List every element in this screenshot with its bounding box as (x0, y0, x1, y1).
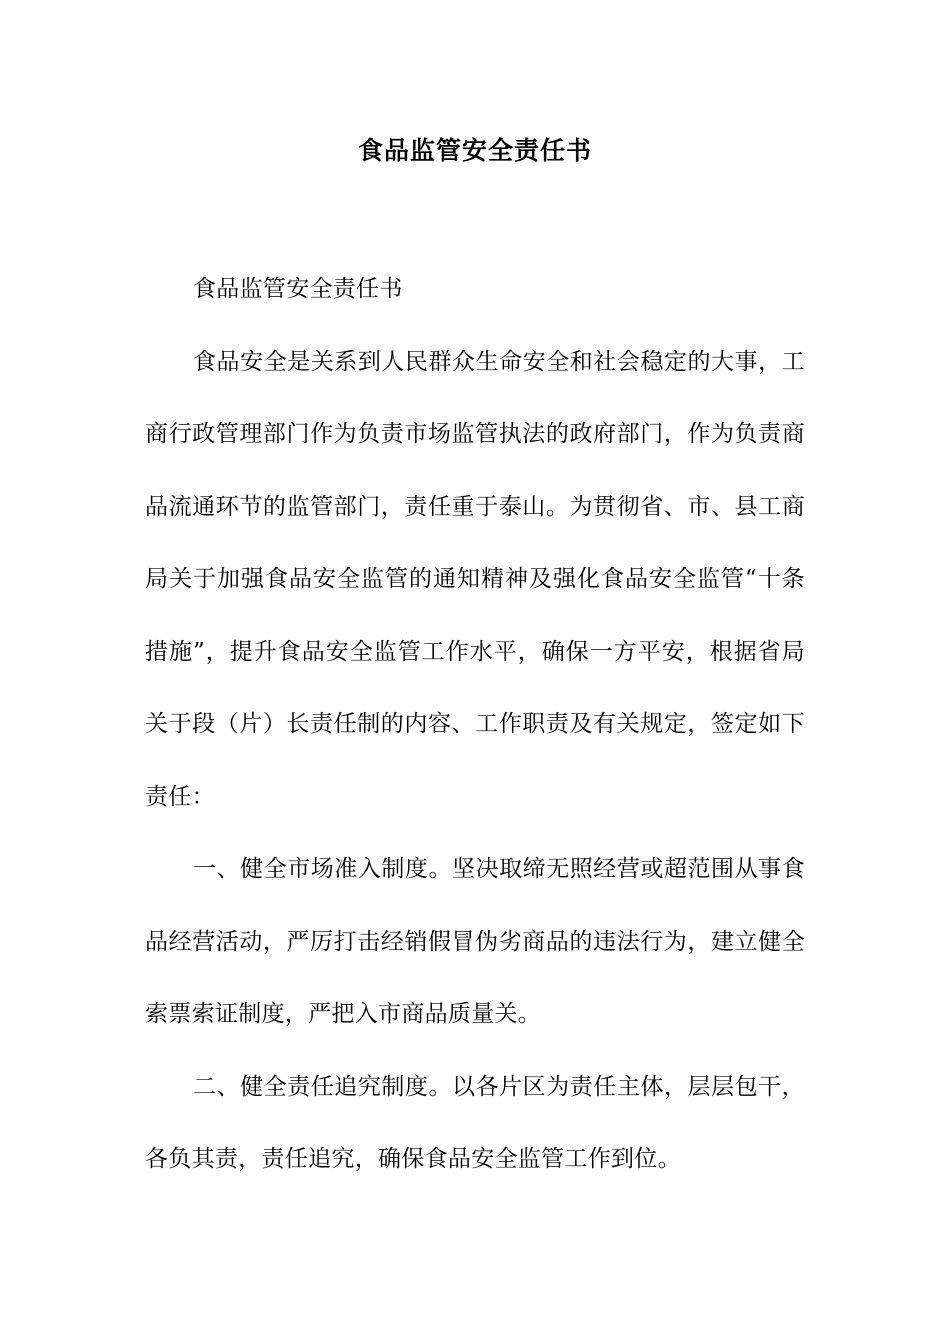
paragraph-subtitle: 食品监管安全责任书 (193, 276, 403, 302)
document-title: 食品监管安全责任书 (357, 136, 592, 165)
document-body (145, 253, 805, 1196)
paragraph-item-1: 一、健全市场准入制度。坚决取缔无照经营或超范围从事食品经营活动，严厉打击经销假冒伪劣商品的违法行为，建立健全索票索证制度，严把入市商品质量关。 (145, 856, 805, 1027)
paragraph-item-2: 二、健全责任追究制度。以各片区为责任主体，层层包干，各负其责，责任追究，确保食品安全监管工作到位。 (145, 1073, 805, 1172)
paragraph-intro: 食品安全是关系到人民群众生命安全和社会稳定的大事，工商行政管理部门作为负责市场监管执法的政府部门，作为负责商品流通环节的监管部门，责任重于泰山。为贯彻省、市、县工商局关于加强食品安全监管的通知精神及强化食品安全监管“十条措施”，提升食品安全监管工作水平，确保一方平安，根据省局关于段（片）长责任制的内容、工作职责及有关规定，签定如下责任： (145, 348, 805, 810)
